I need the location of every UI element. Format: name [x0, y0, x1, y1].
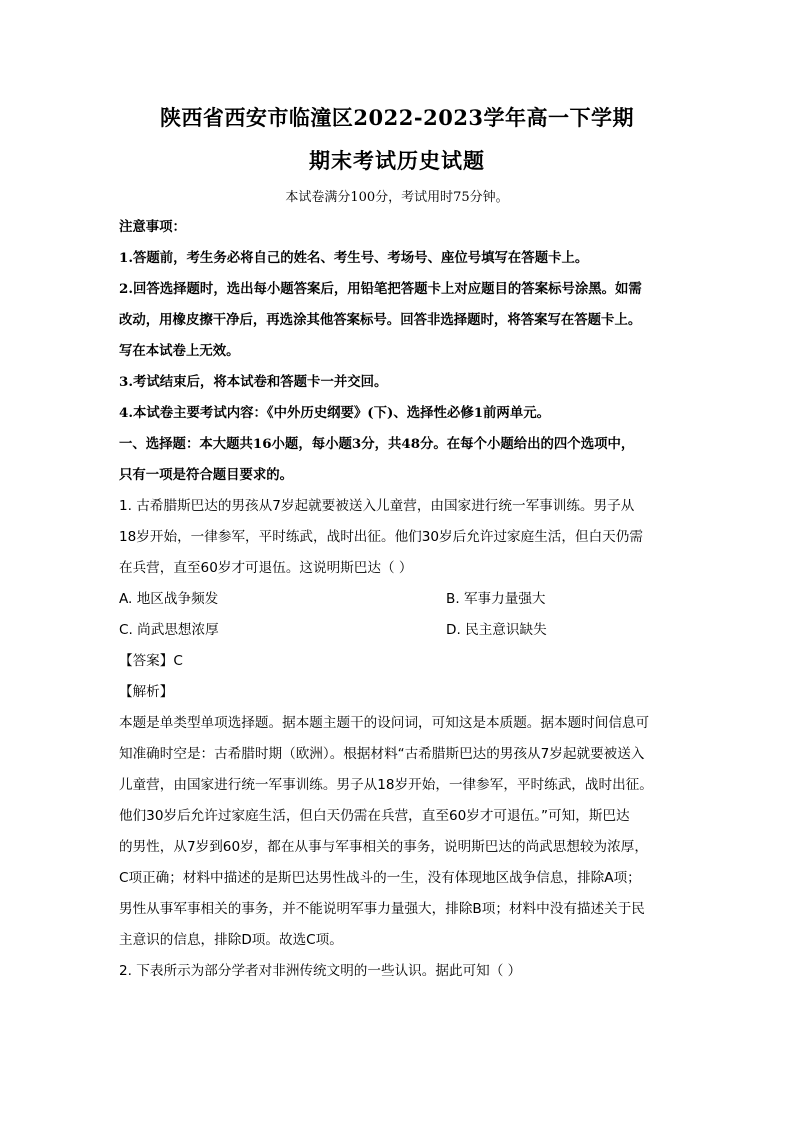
- note-line: 2.回答选择题时，选出每小题答案后，用铅笔把答题卡上对应题目的答案标号涂黑。如需: [119, 281, 642, 297]
- document-body: [119, 212, 679, 987]
- note-line: 3.考试结束后，将本试卷和答题卡一并交回。: [119, 374, 388, 390]
- note-line: 改动，用橡皮擦干净后，再选涂其他答案标号。回答非选择题时，将答案写在答题卡上。: [119, 312, 642, 328]
- note-line: 4.本试卷主要考试内容：《中外历史纲要》(下)、选择性必修1前两单元。: [119, 405, 550, 421]
- options-row: [119, 584, 679, 615]
- document-title: 陕西省西安市临潼区2022-2023学年高一下学期: [159, 105, 635, 130]
- note-line: 1.答题前，考生务必将自己的姓名、考生号、考场号、座位号填写在答题卡上。: [119, 250, 589, 266]
- analysis-line: 主意识的信息，排除D项。故选C项。: [119, 932, 343, 948]
- analysis-heading: 【解析】: [119, 684, 174, 700]
- analysis-line: 儿童营，由国家进行统一军事训练。男子从18岁开始，一律参军，平时练武，战时出征。: [119, 777, 653, 793]
- option-d: D. 民主意识缺失: [446, 622, 547, 638]
- option-b: B. 军事力量强大: [446, 591, 546, 607]
- question-stem: 2. 下表所示为部分学者对非洲传统文明的一些认识。据此可知（ ）: [119, 963, 522, 979]
- section-heading: 一、选择题：本大题共16小题，每小题3分，共48分。在每个小题给出的四个选项中，: [119, 436, 635, 452]
- question-stem: 在兵营，直至60岁才可退伍。这说明斯巴达（ ）: [119, 560, 413, 576]
- answer: 【答案】C: [119, 653, 183, 669]
- notes-heading: 注意事项：: [119, 219, 186, 235]
- option-a: A. 地区战争频发: [119, 591, 219, 607]
- options-row: [119, 615, 679, 646]
- exam-info: 本试卷满分100分，考试用时75分钟。: [285, 190, 509, 205]
- note-line: 写在本试卷上无效。: [119, 343, 240, 359]
- analysis-line: 本题是单类型单项选择题。据本题主题干的设问词，可知这是本质题。据本题时间信息可: [119, 715, 650, 731]
- analysis-line: 的男性，从7岁到60岁，都在从事与军事相关的事务，说明斯巴达的尚武思想较为浓厚，: [119, 839, 648, 855]
- analysis-line: 知准确时空是：古希腊时期（欧洲）。根据材料“古希腊斯巴达的男孩从7岁起就要被送入: [119, 746, 645, 762]
- analysis-line: 男性从事军事相关的事务，并不能说明军事力量强大，排除B项；材料中没有描述关于民: [119, 901, 645, 917]
- option-c: C. 尚武思想浓厚: [119, 622, 219, 638]
- document-subject-title: 期末考试历史试题: [309, 148, 485, 173]
- question-stem: 1. 古希腊斯巴达的男孩从7岁起就要被送入儿童营，由国家进行统一军事训练。男子从: [119, 498, 635, 514]
- analysis-line: 他们30岁后允许过家庭生活，但白天仍需在兵营，直至60岁才可退伍。”可知，斯巴达: [119, 808, 630, 824]
- question-stem: 18岁开始，一律参军，平时练武，战时出征。他们30岁后允许过家庭生活，但白天仍需: [119, 529, 643, 545]
- analysis-line: C项正确；材料中描述的是斯巴达男性战斗的一生，没有体现地区战争信息，排除A项；: [119, 870, 641, 886]
- section-heading: 只有一项是符合题目要求的。: [119, 467, 294, 483]
